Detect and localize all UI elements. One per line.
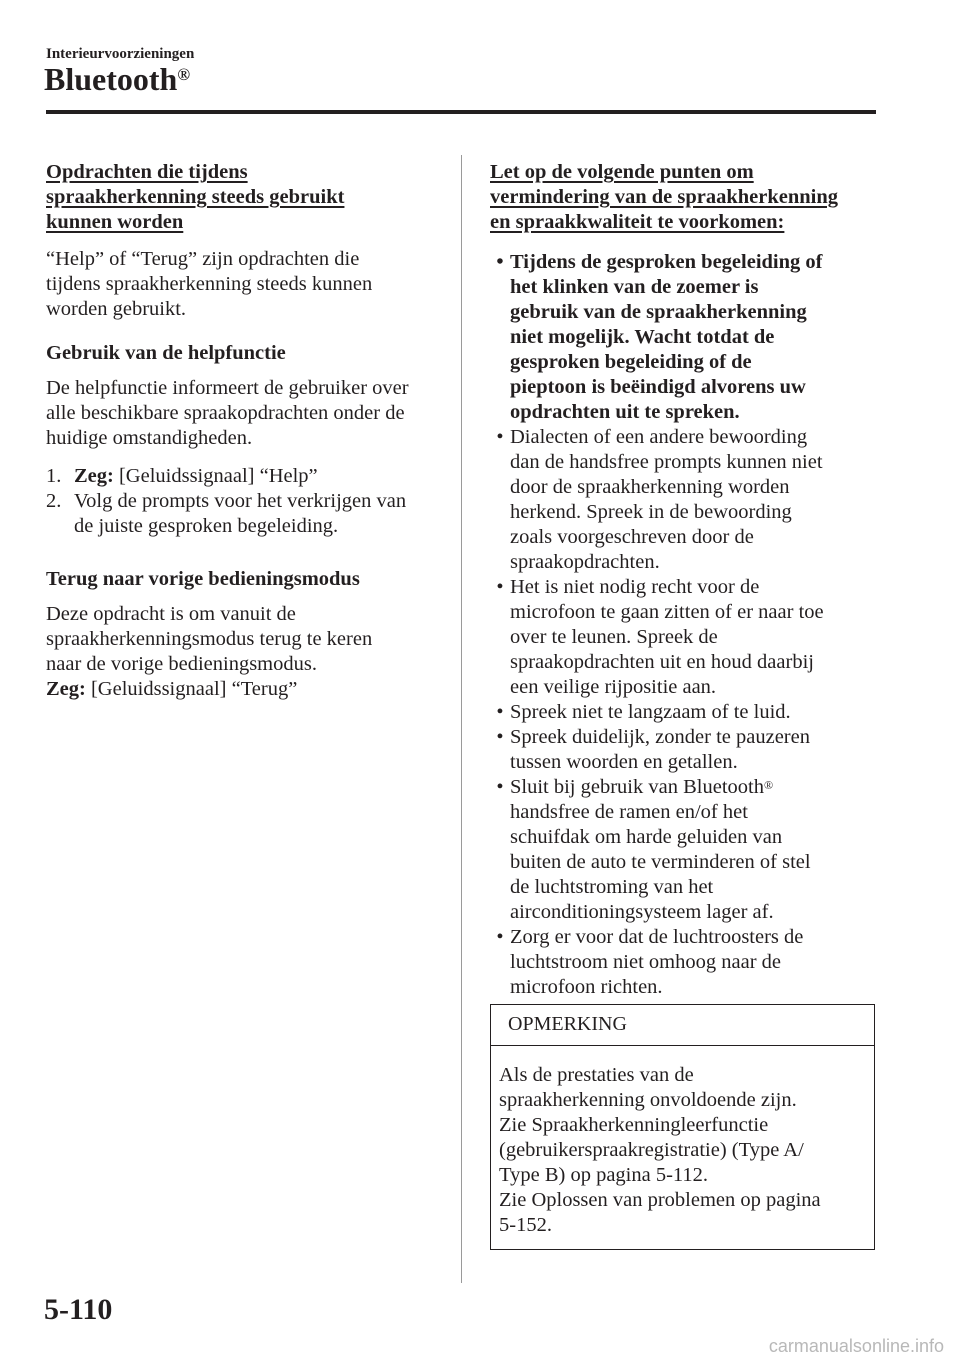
tips-heading [490, 160, 880, 235]
bullet: • [496, 576, 504, 598]
tip-text: Spreek duidelijk, zonder te pauzeren tussen woorden en getallen. [510, 726, 810, 773]
tip-item [490, 250, 830, 425]
tip-text-part: handsfree de ramen en/of het schuifdak om harde geluiden van buiten de auto te verminderen of stel de luchtstroming van het airconditioningsysteem lager af. [510, 801, 811, 923]
tip-item [490, 725, 830, 775]
note-line: Als de prestaties van de [499, 1064, 694, 1086]
bullet: • [496, 701, 504, 723]
step-body: [Geluidssignaal] “Help” [113, 465, 318, 487]
note-line: Zie Spraakherkenningleerfunctie [499, 1114, 769, 1136]
commands-heading-line: spraakherkenning steeds gebruikt [46, 186, 345, 208]
note-line: (gebruikerspraakregistratie) (Type A/ [499, 1139, 804, 1161]
step-text [74, 464, 318, 489]
page-number: 5-110 [44, 1293, 113, 1326]
left-column [46, 160, 411, 702]
step-lead: Zeg: [74, 465, 114, 487]
tip-item [490, 575, 830, 700]
header-rule [46, 110, 876, 114]
commands-heading-line: kunnen worden [46, 211, 184, 233]
tip-text: Dialecten of een andere bewoording dan de handsfree prompts kunnen niet door de spraakherkenning worden herkend. Spreek in de bewoording zoals voorgeschreven door de spraakopdrachten. [510, 426, 823, 573]
tip-text: Zorg er voor dat de luchtroosters de luchtstroom niet omhoog naar de microfoon richten. [510, 926, 804, 998]
tip-item [490, 775, 830, 925]
tips-list [490, 250, 830, 1000]
note-box [490, 1004, 875, 1250]
note-line: Type B) op pagina 5-112. [499, 1164, 709, 1186]
note-body [491, 1046, 874, 1238]
commands-intro: “Help” of “Terug” zijn opdrachten die tijdens spraakherkenning steeds kunnen worden gebruikt. [46, 248, 373, 320]
tips-heading-line: Let op de volgende punten om [490, 161, 754, 183]
bullet: • [496, 776, 504, 798]
tips-heading-line: en spraakkwaliteit te voorkomen: [490, 211, 785, 233]
tip-item [490, 925, 830, 1000]
tip-text [510, 775, 830, 925]
watermark: carmanualsonline.info [768, 1336, 944, 1356]
commands-heading-line: Opdrachten die tijdens [46, 161, 248, 183]
tip-text: Tijdens de gesproken begeleiding of het klinken van de zoemer is gebruik van de spraakherkenning niet mogelijk. Wacht totdat de gesproken begeleiding of de pieptoon is beëindigd alvorens uw opdrachten uit te spreken. [510, 251, 823, 423]
help-text: De helpfunctie informeert de gebruiker over alle beschikbare spraakopdrachten onder de huidige omstandigheden. [46, 377, 409, 449]
bullet: • [496, 726, 504, 748]
registered-mark: ® [763, 778, 774, 792]
back-subheading: Terug naar vorige bedieningsmodus [46, 568, 360, 590]
tips-heading-line: vermindering van de spraakherkenning [490, 186, 838, 208]
right-column [490, 160, 880, 1000]
step-number: 1. [46, 465, 62, 487]
tip-item [490, 425, 830, 575]
step-body: Volg de prompts voor het verkrijgen van de juiste gesproken begeleiding. [74, 490, 407, 537]
tip-text-part: Sluit bij gebruik van Bluetooth [510, 776, 764, 798]
registered-mark: ® [177, 65, 191, 84]
back-say-text: [Geluidssignaal] “Terug” [85, 678, 298, 700]
tip-item [490, 700, 830, 725]
tip-text: Spreek niet te langzaam of te luid. [510, 701, 791, 723]
back-say-lead: Zeg: [46, 678, 86, 700]
note-line: 5-152. [499, 1214, 552, 1236]
section-label: Interieurvoorzieningen [46, 46, 195, 62]
commands-heading [46, 160, 411, 235]
back-text: Deze opdracht is om vanuit de spraakherkenningsmodus terug te keren naar de vorige bedieningsmodus. [46, 603, 373, 675]
note-line: spraakherkenning onvoldoende zijn. [499, 1089, 797, 1111]
help-subheading: Gebruik van de helpfunctie [46, 342, 286, 364]
tip-text: Het is niet nodig recht voor de microfoon te gaan zitten of er naar toe over te leunen. Spreek de spraakopdrachten uit en houd daarbij een veilige rijpositie aan. [510, 576, 824, 698]
column-divider [461, 155, 462, 1283]
chapter-title [44, 59, 190, 99]
chapter-title-text: Bluetooth [44, 61, 178, 97]
help-steps [46, 464, 411, 539]
note-title: OPMERKING [491, 1005, 874, 1046]
bullet: • [496, 251, 504, 273]
bullet: • [496, 926, 504, 948]
step-item [46, 464, 411, 489]
note-line: Zie Oplossen van problemen op pagina [499, 1189, 821, 1211]
step-number: 2. [46, 490, 62, 512]
bullet: • [496, 426, 504, 448]
step-item [46, 489, 411, 539]
back-say [46, 677, 411, 702]
